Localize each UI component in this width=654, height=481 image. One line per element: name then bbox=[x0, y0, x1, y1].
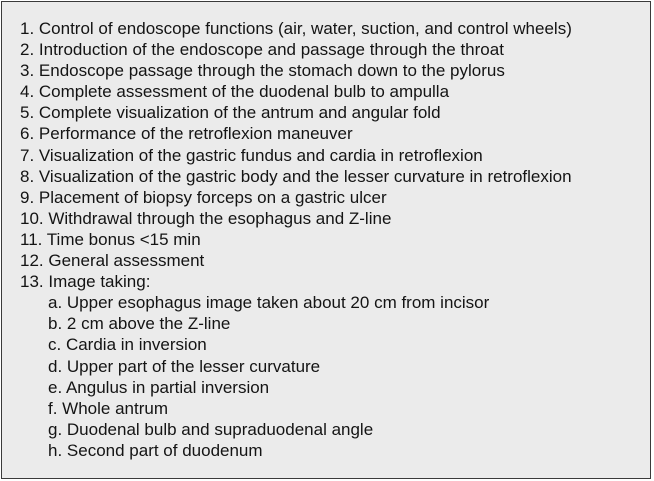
sub-list-item: e. Angulus in partial inversion bbox=[48, 377, 270, 397]
list-item: 2. Introduction of the endoscope and passage through the throat bbox=[20, 40, 504, 60]
list-item: 9. Placement of biopsy forceps on a gastric ulcer bbox=[20, 187, 387, 207]
list-item: 13. Image taking: bbox=[20, 272, 151, 292]
list-item: 5. Complete visualization of the antrum and angular fold bbox=[20, 103, 441, 123]
list-item: 11. Time bonus <15 min bbox=[20, 229, 201, 249]
sub-list-item: a. Upper esophagus image taken about 20 cm from incisor bbox=[48, 293, 490, 313]
checklist bbox=[20, 18, 572, 461]
sub-list-item: b. 2 cm above the Z-line bbox=[48, 314, 231, 334]
list-item: 8. Visualization of the gastric body and the lesser curvature in retroflexion bbox=[20, 166, 572, 186]
list-item: 3. Endoscope passage through the stomach down to the pylorus bbox=[20, 61, 505, 81]
sub-list-item: h. Second part of duodenum bbox=[48, 440, 263, 460]
sub-list-item: d. Upper part of the lesser curvature bbox=[48, 356, 321, 376]
list-item: 7. Visualization of the gastric fundus and cardia in retroflexion bbox=[20, 145, 483, 165]
list-item: 10. Withdrawal through the esophagus and Z-line bbox=[20, 208, 392, 228]
list-item: 12. General assessment bbox=[20, 251, 205, 271]
sub-list-item: g. Duodenal bulb and supraduodenal angle bbox=[48, 419, 374, 439]
list-item: 4. Complete assessment of the duodenal bulb to ampulla bbox=[20, 82, 450, 102]
sub-list-item: c. Cardia in inversion bbox=[48, 335, 207, 355]
list-item: 6. Performance of the retroflexion maneuver bbox=[20, 124, 353, 144]
list-item: 1. Control of endoscope functions (air, water, suction, and control wheels) bbox=[20, 19, 572, 38]
sub-list-item: f. Whole antrum bbox=[48, 398, 168, 418]
checklist-box bbox=[1, 1, 651, 479]
